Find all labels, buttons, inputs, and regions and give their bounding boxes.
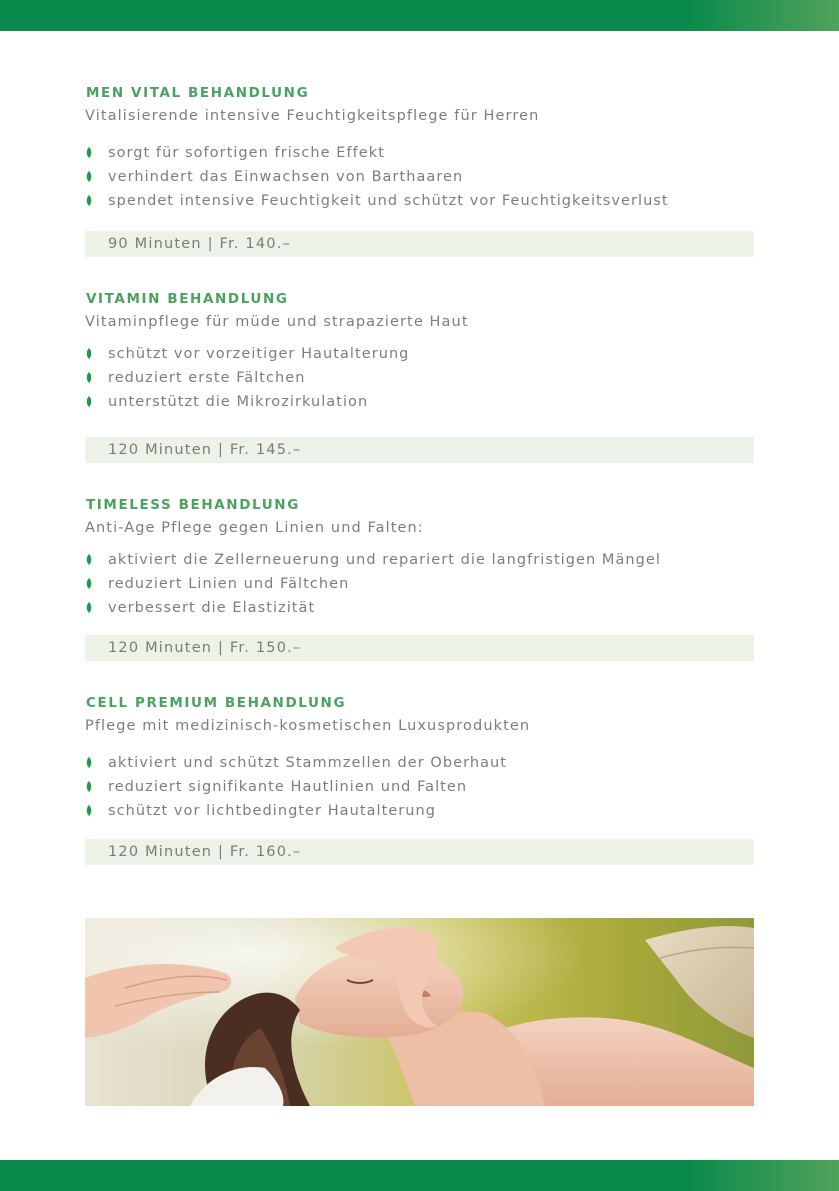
- price-bar: [85, 437, 754, 463]
- price-text: 90 Minuten | Fr. 140.–: [108, 236, 291, 252]
- treatment-subtitle: Pflege mit medizinisch-kosmetischen Luxusprodukten: [85, 718, 531, 734]
- list-item: schützt vor lichtbedingter Hautalterung: [85, 799, 507, 823]
- footer-band: [0, 1160, 839, 1191]
- leaf-icon: [86, 602, 92, 613]
- price-text: 120 Minuten | Fr. 145.–: [108, 442, 302, 458]
- benefit-list: [85, 548, 661, 620]
- list-item: schützt vor vorzeitiger Hautalterung: [85, 342, 409, 366]
- leaf-icon: [86, 147, 92, 158]
- spa-facial-photo: [85, 918, 754, 1106]
- price-text: 120 Minuten | Fr. 150.–: [108, 640, 302, 656]
- treatment-title: CELL PREMIUM BEHANDLUNG: [86, 695, 347, 711]
- list-item: sorgt für sofortigen frische Effekt: [85, 141, 669, 165]
- leaf-icon: [86, 348, 92, 359]
- treatment-subtitle: Vitaminpflege für müde und strapazierte Haut: [85, 314, 469, 330]
- list-item: reduziert Linien und Fältchen: [85, 572, 661, 596]
- leaf-icon: [86, 195, 92, 206]
- price-bar: [85, 231, 754, 257]
- price-bar: [85, 635, 754, 661]
- treatment-title: TIMELESS BEHANDLUNG: [86, 497, 300, 513]
- leaf-icon: [86, 805, 92, 816]
- leaf-icon: [86, 578, 92, 589]
- treatment-title: VITAMIN BEHANDLUNG: [86, 291, 289, 307]
- leaf-icon: [86, 171, 92, 182]
- list-item: reduziert erste Fältchen: [85, 366, 409, 390]
- treatment-title: MEN VITAL BEHANDLUNG: [86, 85, 310, 101]
- benefit-list: [85, 751, 507, 823]
- list-item: verhindert das Einwachsen von Barthaaren: [85, 165, 669, 189]
- price-bar: [85, 839, 754, 865]
- treatment-subtitle: Anti-Age Pflege gegen Linien und Falten:: [85, 520, 424, 536]
- list-item: aktiviert und schützt Stammzellen der Oberhaut: [85, 751, 507, 775]
- leaf-icon: [86, 372, 92, 383]
- benefit-list: [85, 141, 669, 213]
- list-item: aktiviert die Zellerneuerung und repariert die langfristigen Mängel: [85, 548, 661, 572]
- leaf-icon: [86, 396, 92, 407]
- treatment-subtitle: Vitalisierende intensive Feuchtigkeitspflege für Herren: [85, 108, 540, 124]
- price-text: 120 Minuten | Fr. 160.–: [108, 844, 302, 860]
- spa-facial-illustration: [85, 918, 754, 1106]
- list-item: spendet intensive Feuchtigkeit und schützt vor Feuchtigkeitsverlust: [85, 189, 669, 213]
- list-item: unterstützt die Mikrozirkulation: [85, 390, 409, 414]
- header-band: [0, 0, 839, 31]
- leaf-icon: [86, 554, 92, 565]
- leaf-icon: [86, 757, 92, 768]
- benefit-list: [85, 342, 409, 414]
- list-item: reduziert signifikante Hautlinien und Falten: [85, 775, 507, 799]
- list-item: verbessert die Elastizität: [85, 596, 661, 620]
- leaf-icon: [86, 781, 92, 792]
